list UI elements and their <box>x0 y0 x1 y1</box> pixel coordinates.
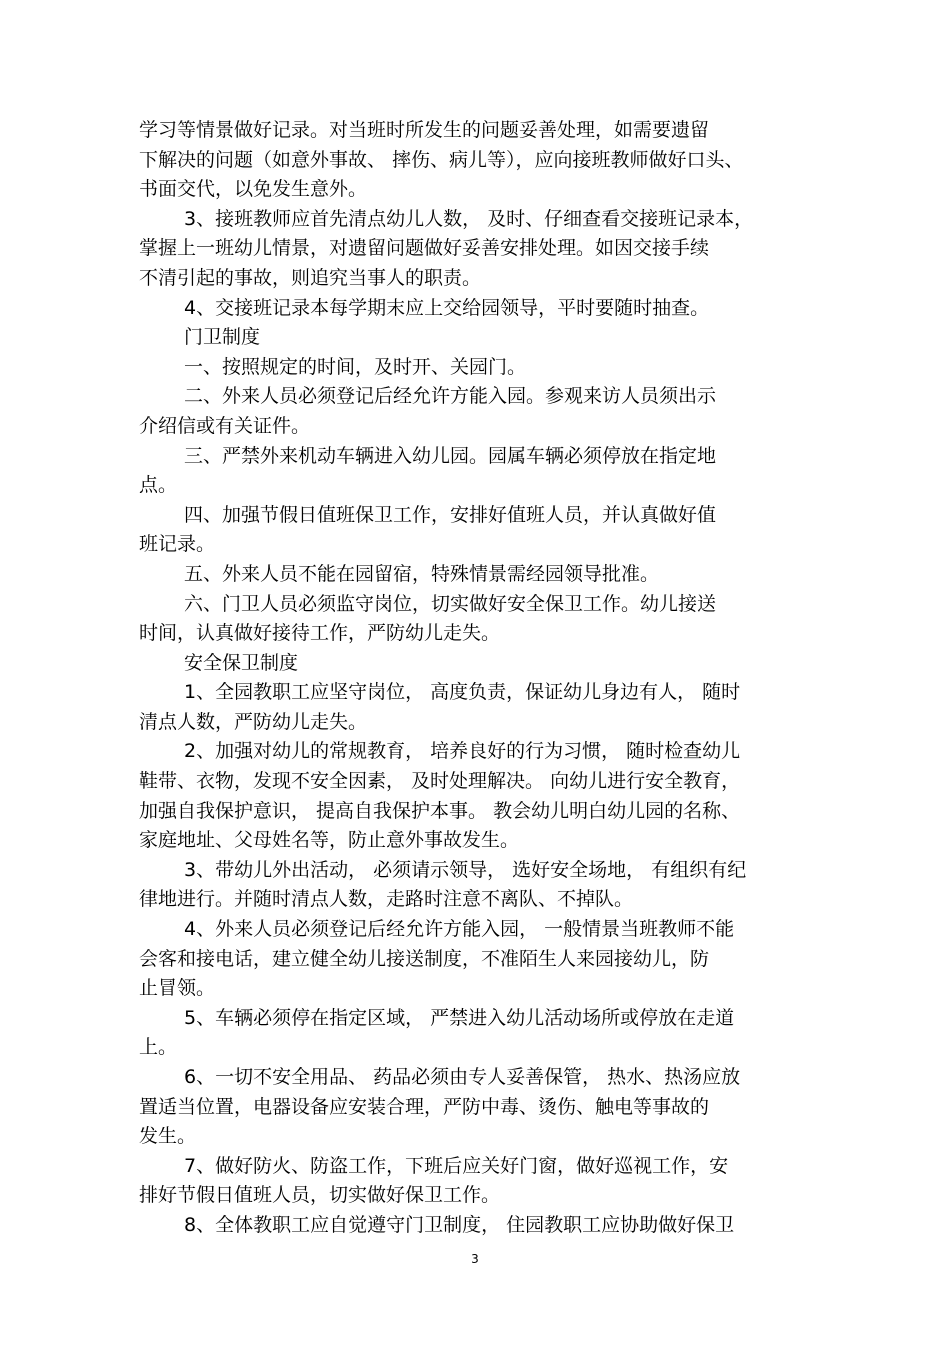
text-line: 4、外来人员必须登记后经允许方能入园， 一般情景当班教师不能 <box>184 918 735 941</box>
text-line: 排好节假日值班人员，切实做好保卫工作。 <box>139 1184 501 1207</box>
text-line: 加强自我保护意识， 提高自我保护本事。 教会幼儿明白幼儿园的名称、 <box>139 799 741 822</box>
text-line: 门卫制度 <box>184 326 261 349</box>
text-line: 发生。 <box>139 1125 197 1148</box>
text-line: 书面交代，以免发生意外。 <box>139 178 368 201</box>
text-line: 会客和接电话，建立健全幼儿接送制度，不准陌生人来园接幼儿，防 <box>139 947 710 970</box>
text-line: 家庭地址、父母姓名等，防止意外事故发生。 <box>139 829 520 852</box>
text-line: 止冒领。 <box>139 977 216 1000</box>
text-line: 8、全体教职工应自觉遵守门卫制度， 住园教职工应协助做好保卫 <box>184 1213 735 1236</box>
text-line: 下解决的问题（如意外事故、 摔伤、病儿等），应向接班教师做好口头、 <box>139 148 744 171</box>
text-line: 律地进行。并随时清点人数，走路时注意不离队、不掉队。 <box>139 888 634 911</box>
text-line: 5、车辆必须停在指定区域， 严禁进入幼儿活动场所或停放在走道 <box>184 1006 735 1029</box>
text-line: 置适当位置，电器设备应安装合理，严防中毒、烫伤、触电等事故的 <box>139 1095 710 1118</box>
page-number: 3 <box>471 1252 479 1266</box>
text-line: 六、门卫人员必须监守岗位，切实做好安全保卫工作。幼儿接送 <box>184 592 717 615</box>
text-line: 鞋带、衣物，发现不安全因素， 及时处理解决。 向幼儿进行安全教育， <box>139 770 741 793</box>
text-line: 1、全园教职工应坚守岗位， 高度负责，保证幼儿身边有人， 随时 <box>184 681 741 704</box>
text-line: 介绍信或有关证件。 <box>139 414 311 437</box>
text-line: 6、一切不安全用品、 药品必须由专人妥善保管， 热水、热汤应放 <box>184 1066 741 1088</box>
text-line: 时间，认真做好接待工作，严防幼儿走失。 <box>139 622 501 645</box>
text-line: 五、外来人员不能在园留宿，特殊情景需经园领导批准。 <box>184 562 660 585</box>
text-line: 二、外来人员必须登记后经允许方能入园。参观来访人员须出示 <box>184 385 717 408</box>
document-body <box>139 116 819 1241</box>
text-line: 3、带幼儿外出活动， 必须请示领导， 选好安全场地， 有组织有纪 <box>184 858 747 881</box>
text-line: 班记录。 <box>139 533 216 556</box>
text-line: 4、交接班记录本每学期末应上交给园领导，平时要随时抽查。 <box>184 296 710 319</box>
text-line: 3、接班教师应首先清点幼儿人数， 及时、仔细查看交接班记录本， <box>184 207 754 230</box>
text-line: 四、加强节假日值班保卫工作，安排好值班人员，并认真做好值 <box>184 503 717 526</box>
text-line: 安全保卫制度 <box>184 651 299 674</box>
text-line: 不清引起的事故，则追究当事人的职责。 <box>139 266 482 289</box>
text-line: 7、做好防火、防盗工作，下班后应关好门窗，做好巡视工作，安 <box>184 1154 729 1177</box>
text-line: 三、严禁外来机动车辆进入幼儿园。园属车辆必须停放在指定地 <box>184 444 717 467</box>
text-line: 上。 <box>139 1036 178 1059</box>
text-line: 掌握上一班幼儿情景，对遗留问题做好妥善安排处理。如因交接手续 <box>139 237 710 260</box>
text-line: 一、按照规定的时间，及时开、关园门。 <box>184 355 527 378</box>
text-line: 清点人数，严防幼儿走失。 <box>139 710 368 733</box>
text-line: 2、加强对幼儿的常规教育， 培养良好的行为习惯， 随时检查幼儿 <box>184 740 741 763</box>
text-line: 学习等情景做好记录。对当班时所发生的问题妥善处理，如需要遗留 <box>139 119 710 141</box>
text-line: 点。 <box>139 474 178 497</box>
